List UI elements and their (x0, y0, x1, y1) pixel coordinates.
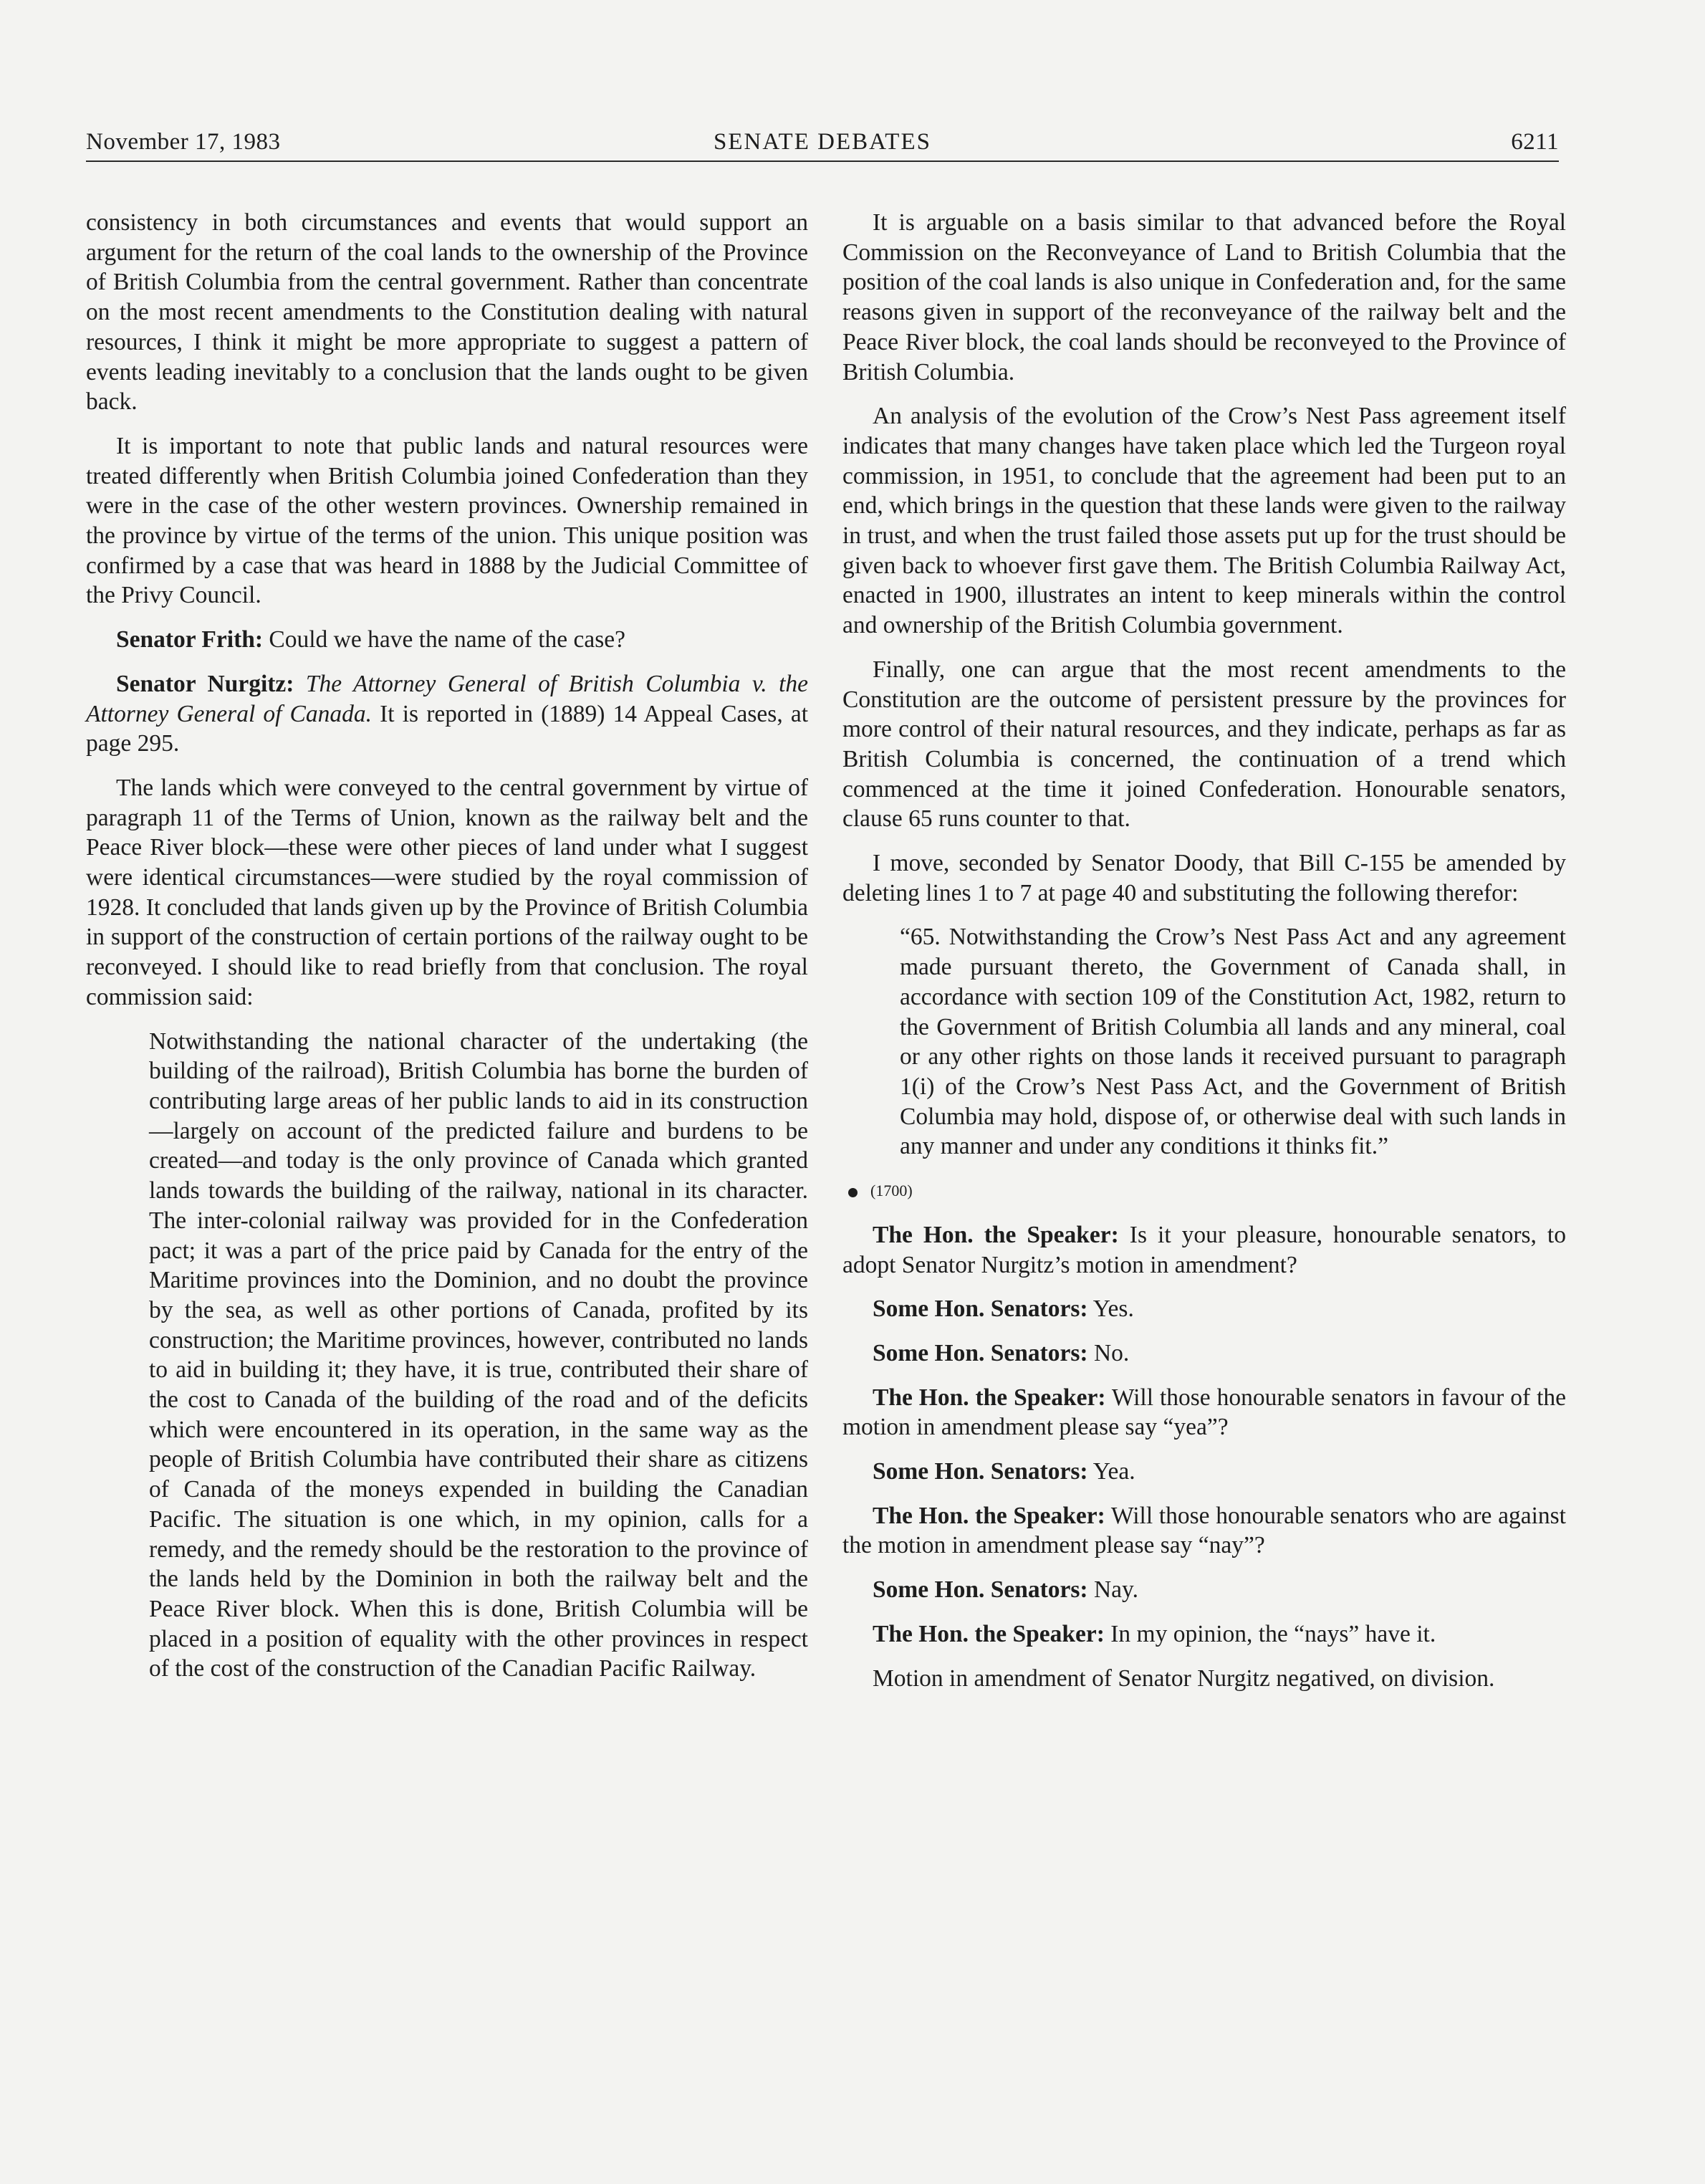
speech-text: It is reported in (1889) 14 Appeal Cases, at page 295. (86, 700, 809, 757)
speaker-name: Some Hon. Senators: (873, 1576, 1088, 1604)
speech-paragraph (842, 1294, 1566, 1324)
paragraph: It is arguable on a basis similar to that advanced before the Royal Commission on the Reconveyance of Land to British Columbia that the position of the coal lands is also unique in Confederation and, for the same reasons given in support of the reconveyance of the railway belt and the Peace River block, the coal lands should be reconveyed to the Province of British Columbia. (842, 209, 1566, 385)
paragraph: An analysis of the evolution of the Crow’s Nest Pass agreement itself indicates that many changes have taken place which led the Turgeon royal commission, in 1951, to conclude that the agreement had been put to an end, which brings in the question that these lands were given to the railway in trust, and when the trust failed those assets put up for the trust should be given back to whoever first gave them. The British Columbia Railway Act, enacted in 1900, illustrates an intent to keep minerals within the control and ownership of the British Columbia government. (842, 403, 1566, 639)
block-quote: Notwithstanding the national character of the undertaking (the building of the railroad), British Columbia has borne the burden of contributing large areas of her public lands to aid in its construction—largely on account of the predicted failure and burdens to be created—and today is the only province of Canada which granted lands towards the building of the railway, national in its character. The inter-colonial railway was provided for in the Confederation pact; it was a part of the price paid by Canada for the entry of the Maritime provinces into the Dominion, and no doubt the province by the sea, as well as other portions of Canada, profited by its construction; the Maritime provinces, however, contributed no lands to aid in building it; they have, it is true, contributed their share of the cost to Canada of the building of the road and of the deficits which were encountered in its operation, in the same way as the people of British Columbia have contributed their share as citizens of Canada of the moneys expended in building the Canadian Pacific. The situation is one which, in my opinion, calls for a remedy, and the remedy should be the restoration to the province of the lands held by the Dominion in both the railway belt and the Peace River block. When this is done, British Columbia will be placed in a position of equality with the other provinces in respect of the cost of the construction of the Canadian Pacific Railway. (149, 1028, 808, 1682)
speech-paragraph (86, 669, 808, 759)
time-marker-text: (1700) (870, 1182, 913, 1200)
speech-text: No. (1087, 1339, 1130, 1366)
bullet-icon (848, 1188, 858, 1197)
header-title: SENATE DEBATES (714, 129, 931, 155)
speaker-name: Some Hon. Senators: (873, 1295, 1088, 1323)
paragraph: The lands which were conveyed to the central government by virtue of paragraph 11 of the Terms of Union, known as the railway belt and the Peace River block—these were other pieces of land under what I suggest were identical circumstances—were studied by the royal commission of 1928. It concluded that lands given up by the Province of British Columbia in support of the construction of certain portions of the railway ought to be reconveyed. I should like to read briefly from that conclusion. The royal commission said: (86, 774, 808, 1010)
speech-paragraph (842, 1338, 1566, 1369)
speech-text: In my opinion, the “nays” have it. (1104, 1620, 1436, 1647)
amendment-quote: “65. Notwithstanding the Crow’s Nest Pass Act and any agreement made pursuant thereto, the Government of Canada shall, in accordance with section 109 of the Constitution Act, 1982, return to the Government of British Columbia all lands and any mineral, coal or any other rights on those lands it received pursuant to paragraph 1(i) of the Crow’s Nest Pass Act, and the Government of British Columbia may hold, dispose of, or otherwise deal with such lands in any manner and under any conditions it thinks fit.” (900, 924, 1566, 1160)
speech-text: Will those honourable senators who are against the motion in amendment please say “nay”? (842, 1502, 1566, 1559)
speech-text: Could we have the name of the case? (263, 626, 626, 653)
speech-text: Yea. (1087, 1458, 1135, 1485)
time-marker (848, 1176, 1566, 1206)
speech-paragraph (86, 625, 808, 655)
speech-paragraph (842, 1619, 1566, 1649)
paragraph: Finally, one can argue that the most recent amendments to the Constitution are the outcome of persistent pressure by the provinces for more control of their natural resources, and they indicate, perhaps as far as British Columbia is concerned, the continuation of a trend which commenced at the time it joined Confederation. Honourable senators, clause 65 runs counter to that. (842, 656, 1566, 833)
speech-paragraph (842, 1575, 1566, 1605)
speaker-name: Some Hon. Senators: (873, 1339, 1088, 1366)
paragraph: Motion in amendment of Senator Nurgitz negatived, on division. (873, 1665, 1495, 1692)
paragraph: It is important to note that public lands and natural resources were treated differently when British Columbia joined Confederation than they were in the case of the other western provinces. Ownership remained in the province by virtue of the terms of the union. This unique position was confirmed by a case that was heard in 1888 by the Judicial Committee of the Privy Council. (86, 432, 808, 609)
speech-paragraph (842, 1501, 1566, 1561)
speaker-name: Senator Frith: (116, 626, 264, 653)
motion-paragraph: I move, seconded by Senator Doody, that Bill C-155 be amended by deleting lines 1 to 7 at page 40 and substituting the following therefor: (842, 850, 1566, 906)
header-date: November 17, 1983 (86, 129, 281, 155)
speech-text: Will those honourable senators in favour of the motion in amendment please say “yea”? (842, 1384, 1566, 1441)
speaker-name: The Hon. the Speaker: (873, 1221, 1119, 1248)
left-column (86, 208, 808, 1690)
speech-paragraph (842, 1457, 1566, 1487)
speaker-name: The Hon. the Speaker: (873, 1620, 1105, 1647)
speaker-name: The Hon. the Speaker: (873, 1502, 1105, 1529)
speech-text: Yes. (1087, 1295, 1134, 1323)
case-name: The Attorney General of British Columbia v. the Attorney General of Canada. (86, 670, 809, 727)
speech-paragraph (842, 1383, 1566, 1442)
right-column (842, 208, 1566, 1708)
header-page-number: 6211 (1511, 129, 1559, 155)
speaker-name: Some Hon. Senators: (873, 1458, 1088, 1485)
paragraph: consistency in both circumstances and events that would support an argument for the return of the coal lands to the ownership of the Province of British Columbia from the central government. Rather than concentrate on the most recent amendments to the Constitution dealing with natural resources, I think it might be more appropriate to suggest a pattern of events leading inevitably to a conclusion that the lands ought to be given back. (86, 209, 808, 416)
page-header (86, 123, 1559, 162)
speech-paragraph (842, 1220, 1566, 1280)
speaker-name: The Hon. the Speaker: (873, 1384, 1106, 1411)
speaker-name: Senator Nurgitz: (116, 670, 294, 697)
speech-text: Nay. (1087, 1576, 1138, 1604)
speech-text: Is it your pleasure, honourable senators, to adopt Senator Nurgitz’s motion in amendment? (842, 1221, 1566, 1278)
